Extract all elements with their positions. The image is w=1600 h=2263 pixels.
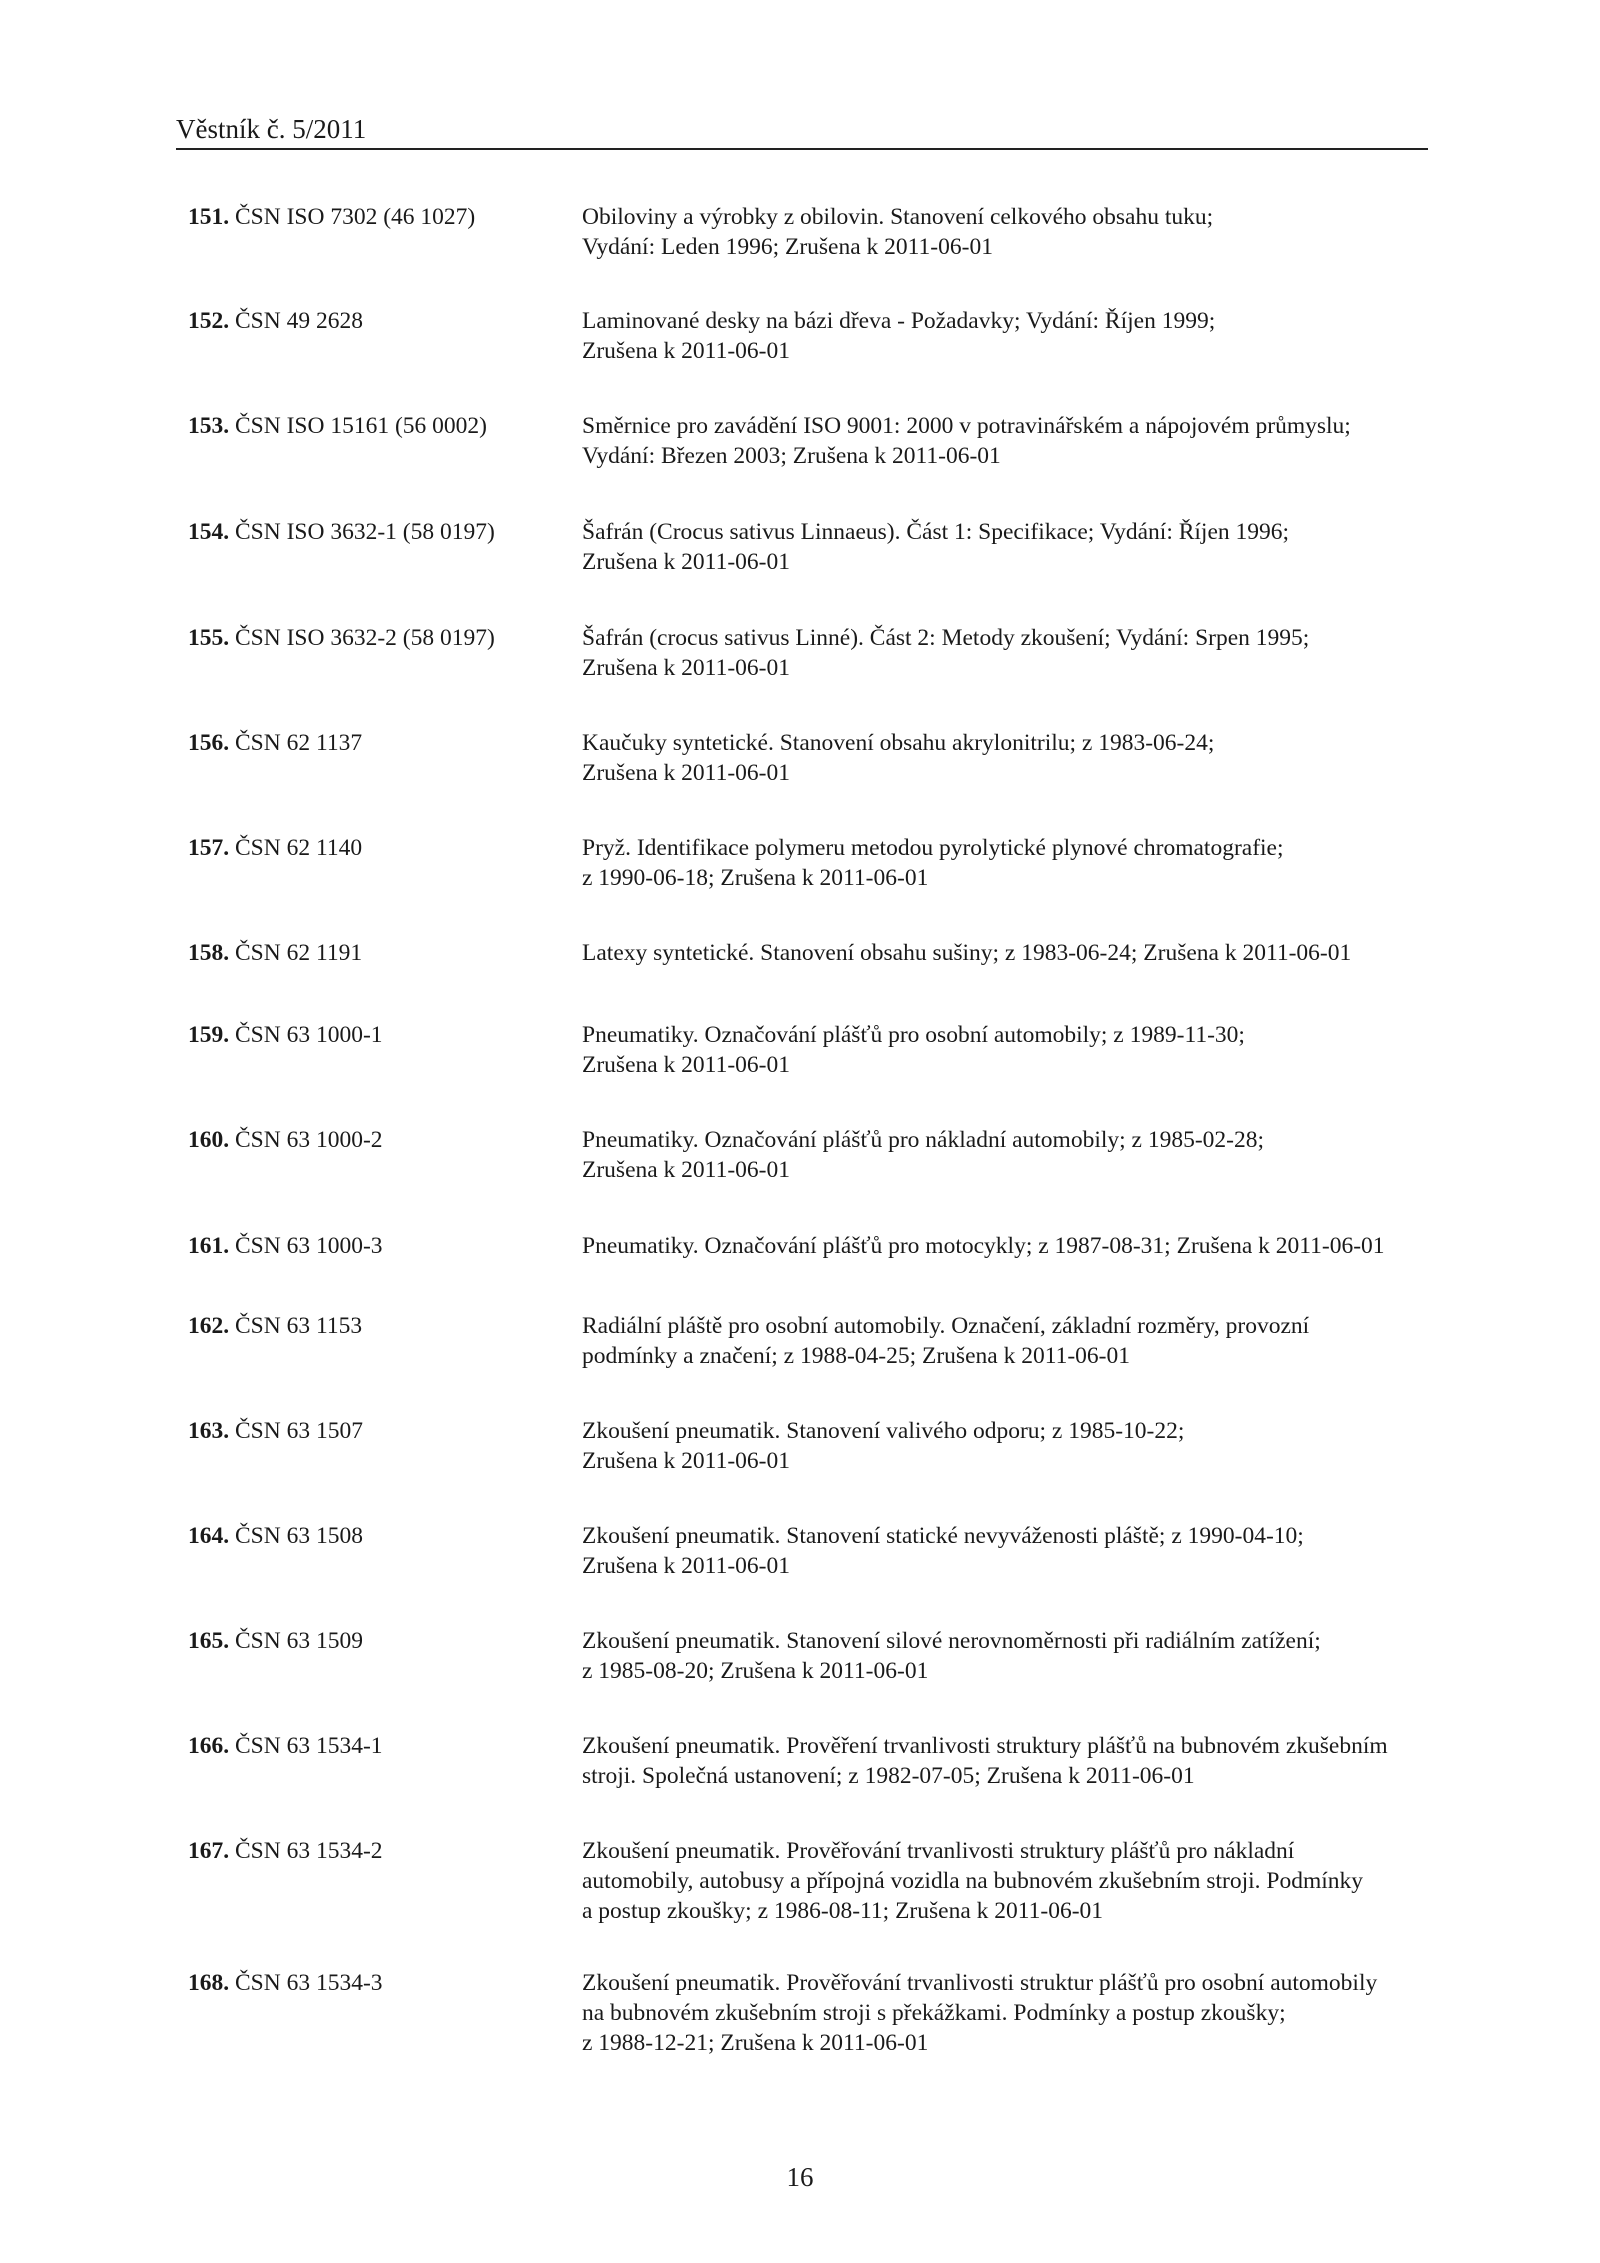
description-line: Zkoušení pneumatik. Prověření trvanlivosti struktury plášťů na bubnovém zkušebním bbox=[582, 1733, 1388, 1759]
standard-code: ČSN ISO 7302 (46 1027) bbox=[235, 204, 476, 230]
standard-designation bbox=[188, 202, 475, 232]
description-line: Radiální pláště pro osobní automobily. Označení, základní rozměry, provozní bbox=[582, 1313, 1310, 1339]
entry-number: 163. bbox=[188, 1418, 230, 1444]
description-line: Zkoušení pneumatik. Stanovení valivého odporu; z 1985-10-22; bbox=[582, 1418, 1185, 1444]
description-line: Zrušena k 2011-06-01 bbox=[582, 338, 790, 364]
description-line: Zrušena k 2011-06-01 bbox=[582, 1553, 790, 1579]
entry-number: 164. bbox=[188, 1523, 230, 1549]
standard-description bbox=[582, 833, 1430, 893]
standard-code: ČSN 63 1508 bbox=[235, 1523, 363, 1549]
entry-number: 160. bbox=[188, 1127, 230, 1153]
standard-description bbox=[582, 1125, 1430, 1185]
standard-description bbox=[582, 1416, 1430, 1476]
entry-number: 168. bbox=[188, 1970, 230, 1996]
standard-description bbox=[582, 623, 1430, 683]
standard-designation bbox=[188, 1521, 363, 1551]
standard-designation bbox=[188, 1626, 363, 1656]
standard-description bbox=[582, 728, 1430, 788]
standard-code: ČSN 63 1000-3 bbox=[235, 1233, 383, 1259]
standard-description bbox=[582, 1020, 1430, 1080]
standard-description bbox=[582, 1311, 1430, 1371]
standard-code: ČSN 62 1137 bbox=[235, 730, 363, 756]
standard-description bbox=[582, 411, 1430, 471]
standard-code: ČSN 62 1191 bbox=[235, 940, 363, 966]
description-line: Zrušena k 2011-06-01 bbox=[582, 760, 790, 786]
standard-code: ČSN 62 1140 bbox=[235, 835, 363, 861]
standard-designation bbox=[188, 1125, 383, 1155]
entry-number: 153. bbox=[188, 413, 230, 439]
description-line: Zrušena k 2011-06-01 bbox=[582, 1157, 790, 1183]
description-line: Zrušena k 2011-06-01 bbox=[582, 549, 790, 575]
standard-description bbox=[582, 1231, 1430, 1261]
description-line: Zkoušení pneumatik. Prověřování trvanlivosti struktur plášťů pro osobní automobily bbox=[582, 1970, 1378, 1996]
standard-code: ČSN 63 1534-2 bbox=[235, 1838, 383, 1864]
standard-description bbox=[582, 1626, 1430, 1686]
standard-code: ČSN 63 1153 bbox=[235, 1313, 363, 1339]
description-line: Pneumatiky. Označování plášťů pro motocykly; z 1987-08-31; Zrušena k 2011-06-01 bbox=[582, 1233, 1385, 1259]
standard-code: ČSN ISO 3632-2 (58 0197) bbox=[235, 625, 495, 651]
standard-description bbox=[582, 1731, 1430, 1791]
standard-designation bbox=[188, 1231, 383, 1261]
journal-title: Věstník č. 5/2011 bbox=[176, 114, 367, 144]
description-line: Zkoušení pneumatik. Stanovení statické nevyváženosti pláště; z 1990-04-10; bbox=[582, 1523, 1304, 1549]
standard-designation bbox=[188, 623, 495, 653]
standard-description bbox=[582, 517, 1430, 577]
standard-designation bbox=[188, 1416, 363, 1446]
entry-number: 156. bbox=[188, 730, 230, 756]
entry-number: 161. bbox=[188, 1233, 230, 1259]
standard-code: ČSN 63 1534-1 bbox=[235, 1733, 383, 1759]
description-line: Pryž. Identifikace polymeru metodou pyrolytické plynové chromatografie; bbox=[582, 835, 1284, 861]
standard-designation bbox=[188, 1731, 383, 1761]
description-line: Zrušena k 2011-06-01 bbox=[582, 1448, 790, 1474]
entry-number: 154. bbox=[188, 519, 230, 545]
description-line: z 1990-06-18; Zrušena k 2011-06-01 bbox=[582, 865, 929, 891]
entry-number: 152. bbox=[188, 308, 230, 334]
standard-code: ČSN 63 1000-1 bbox=[235, 1022, 383, 1048]
standard-description bbox=[582, 938, 1430, 968]
description-line: Šafrán (crocus sativus Linné). Část 2: Metody zkoušení; Vydání: Srpen 1995; bbox=[582, 625, 1310, 651]
description-line: podmínky a značení; z 1988-04-25; Zrušena k 2011-06-01 bbox=[582, 1343, 1130, 1369]
description-line: Pneumatiky. Označování plášťů pro nákladní automobily; z 1985-02-28; bbox=[582, 1127, 1265, 1153]
entry-number: 159. bbox=[188, 1022, 230, 1048]
standard-description bbox=[582, 306, 1430, 366]
standard-description bbox=[582, 1521, 1430, 1581]
standard-designation bbox=[188, 1311, 362, 1341]
description-line: Zkoušení pneumatik. Stanovení silové nerovnoměrnosti při radiálním zatížení; bbox=[582, 1628, 1321, 1654]
description-line: Pneumatiky. Označování plášťů pro osobní automobily; z 1989-11-30; bbox=[582, 1022, 1245, 1048]
standard-designation bbox=[188, 306, 363, 336]
standard-description bbox=[582, 1836, 1430, 1926]
description-line: automobily, autobusy a přípojná vozidla na bubnovém zkušebním stroji. Podmínky bbox=[582, 1868, 1364, 1894]
description-line: Zrušena k 2011-06-01 bbox=[582, 1052, 790, 1078]
standard-description bbox=[582, 202, 1430, 262]
standard-designation bbox=[188, 1968, 383, 1998]
standard-designation bbox=[188, 411, 487, 441]
description-line: Vydání: Březen 2003; Zrušena k 2011-06-01 bbox=[582, 443, 1001, 469]
entry-number: 167. bbox=[188, 1838, 230, 1864]
description-line: Vydání: Leden 1996; Zrušena k 2011-06-01 bbox=[582, 234, 993, 260]
page-number: 16 bbox=[786, 2162, 814, 2192]
standard-code: ČSN ISO 3632-1 (58 0197) bbox=[235, 519, 495, 545]
description-line: Směrnice pro zavádění ISO 9001: 2000 v potravinářském a nápojovém průmyslu; bbox=[582, 413, 1351, 439]
description-line: Obiloviny a výrobky z obilovin. Stanovení celkového obsahu tuku; bbox=[582, 204, 1214, 230]
standard-code: ČSN 63 1509 bbox=[235, 1628, 363, 1654]
standard-designation bbox=[188, 938, 362, 968]
entry-number: 165. bbox=[188, 1628, 230, 1654]
standard-code: ČSN 63 1507 bbox=[235, 1418, 363, 1444]
description-line: a postup zkoušky; z 1986-08-11; Zrušena k 2011-06-01 bbox=[582, 1898, 1104, 1924]
entry-number: 157. bbox=[188, 835, 230, 861]
entry-number: 151. bbox=[188, 204, 230, 230]
description-line: Kaučuky syntetické. Stanovení obsahu akrylonitrilu; z 1983-06-24; bbox=[582, 730, 1215, 756]
standard-code: ČSN 49 2628 bbox=[235, 308, 363, 334]
description-line: z 1988-12-21; Zrušena k 2011-06-01 bbox=[582, 2030, 929, 2056]
entry-number: 158. bbox=[188, 940, 230, 966]
standard-code: ČSN 63 1000-2 bbox=[235, 1127, 383, 1153]
standard-description bbox=[582, 1968, 1430, 2058]
description-line: na bubnovém zkušebním stroji s překážkami. Podmínky a postup zkoušky; bbox=[582, 2000, 1286, 2026]
standard-designation bbox=[188, 517, 495, 547]
entry-number: 155. bbox=[188, 625, 230, 651]
description-line: Zrušena k 2011-06-01 bbox=[582, 655, 790, 681]
description-line: Latexy syntetické. Stanovení obsahu sušiny; z 1983-06-24; Zrušena k 2011-06-01 bbox=[582, 940, 1352, 966]
standard-designation bbox=[188, 833, 362, 863]
description-line: Laminované desky na bázi dřeva - Požadavky; Vydání: Říjen 1999; bbox=[582, 308, 1216, 334]
standard-designation bbox=[188, 1020, 383, 1050]
standard-code: ČSN ISO 15161 (56 0002) bbox=[235, 413, 487, 439]
entry-number: 162. bbox=[188, 1313, 230, 1339]
standard-designation bbox=[188, 1836, 383, 1866]
description-line: Šafrán (Crocus sativus Linnaeus). Část 1: Specifikace; Vydání: Říjen 1996; bbox=[582, 519, 1290, 545]
description-line: Zkoušení pneumatik. Prověřování trvanlivosti struktury plášťů pro nákladní bbox=[582, 1838, 1295, 1864]
description-line: z 1985-08-20; Zrušena k 2011-06-01 bbox=[582, 1658, 929, 1684]
standard-designation bbox=[188, 728, 362, 758]
description-line: stroji. Společná ustanovení; z 1982-07-05; Zrušena k 2011-06-01 bbox=[582, 1763, 1195, 1789]
entry-number: 166. bbox=[188, 1733, 230, 1759]
standard-code: ČSN 63 1534-3 bbox=[235, 1970, 383, 1996]
